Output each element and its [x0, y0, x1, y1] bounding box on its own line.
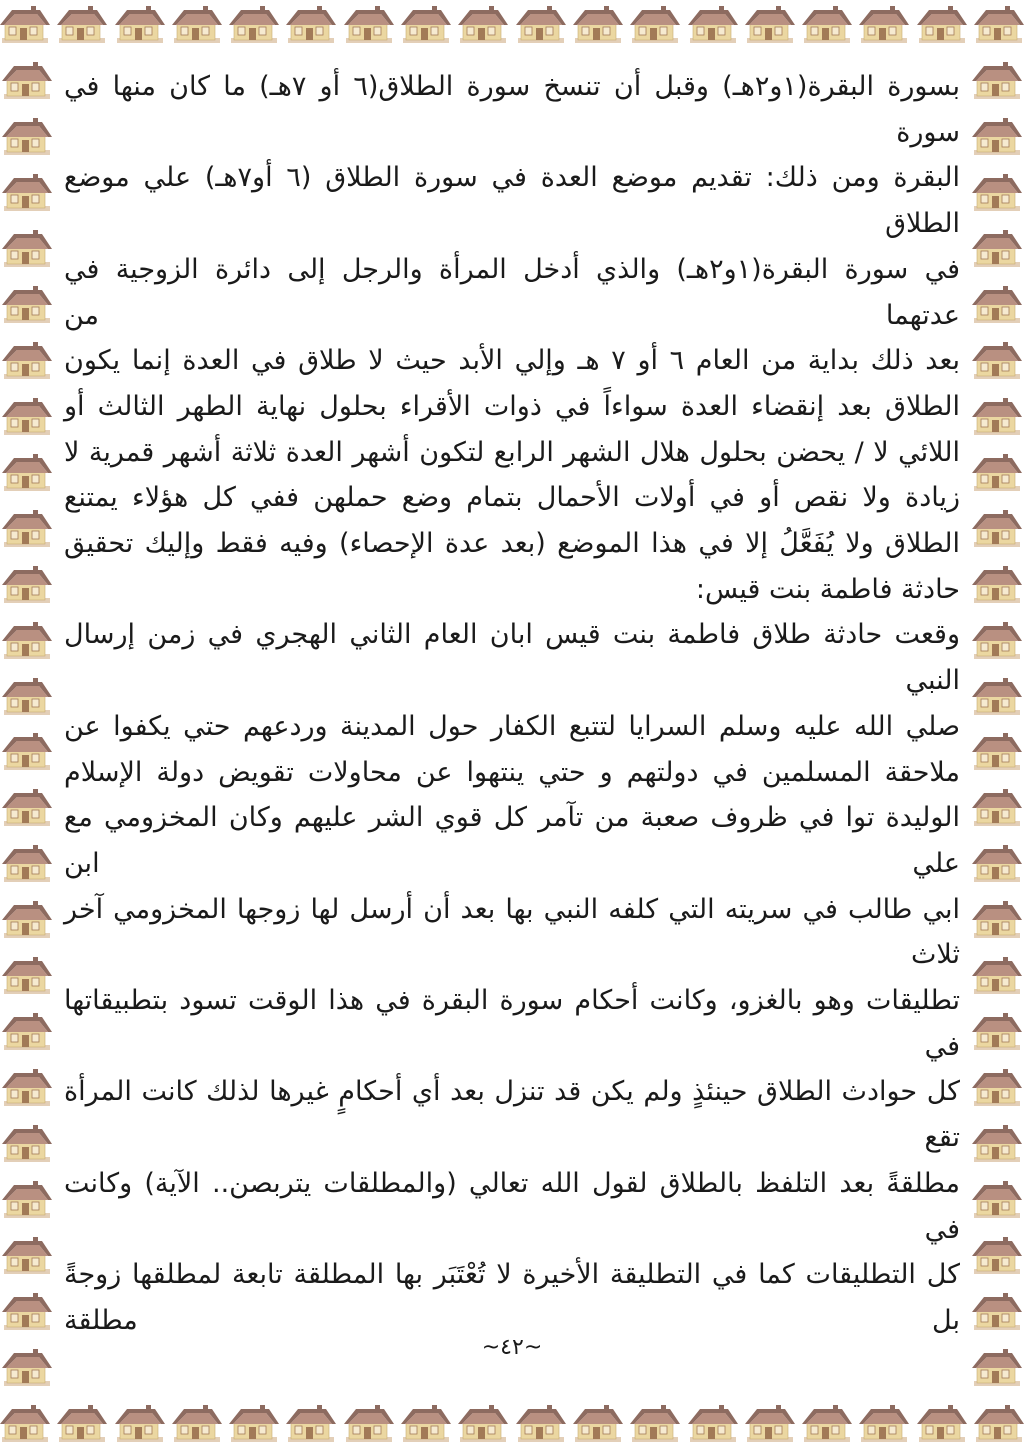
house-icon: [972, 566, 1022, 603]
text-line: كل حوادث الطلاق حينئذٍ ولم يكن قد تنزل بعد أي أحكامٍ غيرها لذلك كانت المرأة تقع: [64, 1076, 960, 1154]
house-icon: [516, 1405, 566, 1442]
house-icon: [859, 6, 909, 43]
house-icon: [2, 454, 52, 491]
house-icon: [286, 6, 336, 43]
house-icon: [115, 1405, 165, 1442]
house-icon: [2, 622, 52, 659]
house-icon: [972, 957, 1022, 994]
house-icon: [0, 6, 50, 43]
house-icon: [286, 1405, 336, 1442]
house-icon: [972, 678, 1022, 715]
text-line: اللائي لا / يحضن بحلول هلال الشهر الرابع لتكون أشهر العدة ثلاثة أشهر قمرية لا: [64, 436, 960, 468]
house-icon: [974, 1405, 1024, 1442]
house-icon: [2, 1069, 52, 1106]
house-icon: [972, 901, 1022, 938]
house-icon: [688, 1405, 738, 1442]
house-icon: [2, 901, 52, 938]
house-icon: [972, 286, 1022, 323]
house-icon: [2, 62, 52, 99]
house-icon: [972, 1069, 1022, 1106]
text-line: في سورة البقرة(١و٢هـ) والذي أدخل المرأة والرجل إلى دائرة الزوجية في عدتهما من: [64, 253, 960, 331]
house-icon: [972, 845, 1022, 882]
house-icon: [917, 1405, 967, 1442]
house-icon: [2, 1293, 52, 1330]
text-line: تطليقات وهو بالغزو، وكانت أحكام سورة البقرة في هذا الوقت تسود بتطبيقاتها في: [64, 985, 960, 1062]
house-icon: [972, 62, 1022, 99]
house-icon: [2, 845, 52, 882]
house-icon: [2, 510, 52, 547]
house-icon: [172, 1405, 222, 1442]
house-icon: [972, 1181, 1022, 1218]
house-icon: [745, 6, 795, 43]
house-icon: [458, 6, 508, 43]
house-icon: [2, 174, 52, 211]
house-icon: [229, 6, 279, 43]
house-icon: [2, 1181, 52, 1218]
text-line: زيادة ولا نقص أو في أولات الأحمال بتمام وضع حملهن ففي كل هؤلاء يمتنع: [64, 482, 960, 514]
house-icon: [573, 6, 623, 43]
house-icon: [972, 510, 1022, 547]
text-line: الطلاق بعد إنقضاء العدة سواءاً في ذوات الأقراء بحلول نهاية الطهر الثالث أو: [64, 390, 960, 422]
house-icon: [974, 6, 1024, 43]
house-icon: [972, 342, 1022, 379]
house-icon: [972, 622, 1022, 659]
house-icon: [2, 286, 52, 323]
house-icon: [2, 566, 52, 603]
house-icon: [57, 1405, 107, 1442]
house-icon: [401, 1405, 451, 1442]
house-icon: [2, 1013, 52, 1050]
house-icon: [972, 454, 1022, 491]
house-icon: [802, 6, 852, 43]
house-icon: [972, 1293, 1022, 1330]
house-icon: [115, 6, 165, 43]
house-icon: [2, 733, 52, 770]
house-icon: [859, 1405, 909, 1442]
text-line: صلي الله عليه وسلم السرايا لتتبع الكفار حول المدينة وردعهم حتي يكفوا عن: [64, 710, 960, 742]
house-icon: [57, 6, 107, 43]
text-line: الطلاق ولا يُفَعَّلُ إلا في هذا الموضع (بعد عدة الإحصاء) وفيه فقط وإليك تحقيق: [64, 528, 960, 560]
house-icon: [917, 6, 967, 43]
house-icon: [972, 789, 1022, 826]
text-line: البقرة ومن ذلك: تقديم موضع العدة في سورة الطلاق (٦ أو٧هـ) علي موضع الطلاق: [64, 162, 961, 240]
body-text: [64, 64, 960, 1364]
house-icon: [458, 1405, 508, 1442]
section-heading: حادثة فاطمة بنت قيس:: [695, 573, 960, 605]
house-icon: [972, 1237, 1022, 1274]
house-icon: [972, 118, 1022, 155]
house-icon: [688, 6, 738, 43]
house-icon: [972, 733, 1022, 770]
text-line: كل التطليقات كما في التطليقة الأخيرة لا تُعْتَبَر بها المطلقة تابعة لمطلقها زوجةً بل مطلقة: [64, 1259, 960, 1336]
house-icon: [2, 118, 52, 155]
house-icon: [229, 1405, 279, 1442]
house-icon: [745, 1405, 795, 1442]
house-icon: [2, 957, 52, 994]
house-icon: [972, 398, 1022, 435]
house-icon: [972, 230, 1022, 267]
house-icon: [0, 1405, 50, 1442]
house-icon: [630, 6, 680, 43]
house-icon: [344, 6, 394, 43]
text-line: مطلقةً بعد التلفظ بالطلاق لقول الله تعالي (والمطلقات يتربصن.. الآية) وكانت في: [64, 1167, 960, 1245]
house-icon: [972, 174, 1022, 211]
text-line: ملاحقة المسلمين في دولتهم و حتي ينتهوا عن محاولات تقويض دولة الإسلام: [64, 756, 960, 788]
house-icon: [2, 398, 52, 435]
house-icon: [516, 6, 566, 43]
house-icon: [344, 1405, 394, 1442]
house-icon: [2, 678, 52, 715]
text-line: وقعت حادثة طلاق فاطمة بنت قيس ابان العام الثاني الهجري في زمن إرسال النبي: [64, 619, 960, 697]
text-line: بعد ذلك بداية من العام ٦ أو ٧ هـ وإلي الأبد حيث لا طلاق في العدة إنما يكون: [64, 345, 960, 377]
house-icon: [2, 342, 52, 379]
house-icon: [172, 6, 222, 43]
house-icon: [972, 1125, 1022, 1162]
house-icon: [2, 1125, 52, 1162]
house-icon: [802, 1405, 852, 1442]
text-line: ابي طالب في سريته التي كلفه النبي بها بعد أن أرسل لها زوجها المخزومي آخر ثلاث: [64, 893, 960, 971]
house-icon: [2, 230, 52, 267]
text-line: الوليدة توا في ظروف صعبة من تآمر كل قوي الشر عليهم وكان المخزومي مع علي ابن: [64, 802, 960, 879]
house-icon: [2, 1237, 52, 1274]
house-icon: [972, 1013, 1022, 1050]
page-number: ~٤٢~: [481, 1335, 543, 1360]
text-line: بسورة البقرة(١و٢هـ) وقبل أن تنسخ سورة الطلاق(٦ أو ٧هـ) ما كان منها في سورة: [64, 71, 960, 148]
house-icon: [2, 789, 52, 826]
house-icon: [630, 1405, 680, 1442]
house-icon: [573, 1405, 623, 1442]
house-icon: [401, 6, 451, 43]
